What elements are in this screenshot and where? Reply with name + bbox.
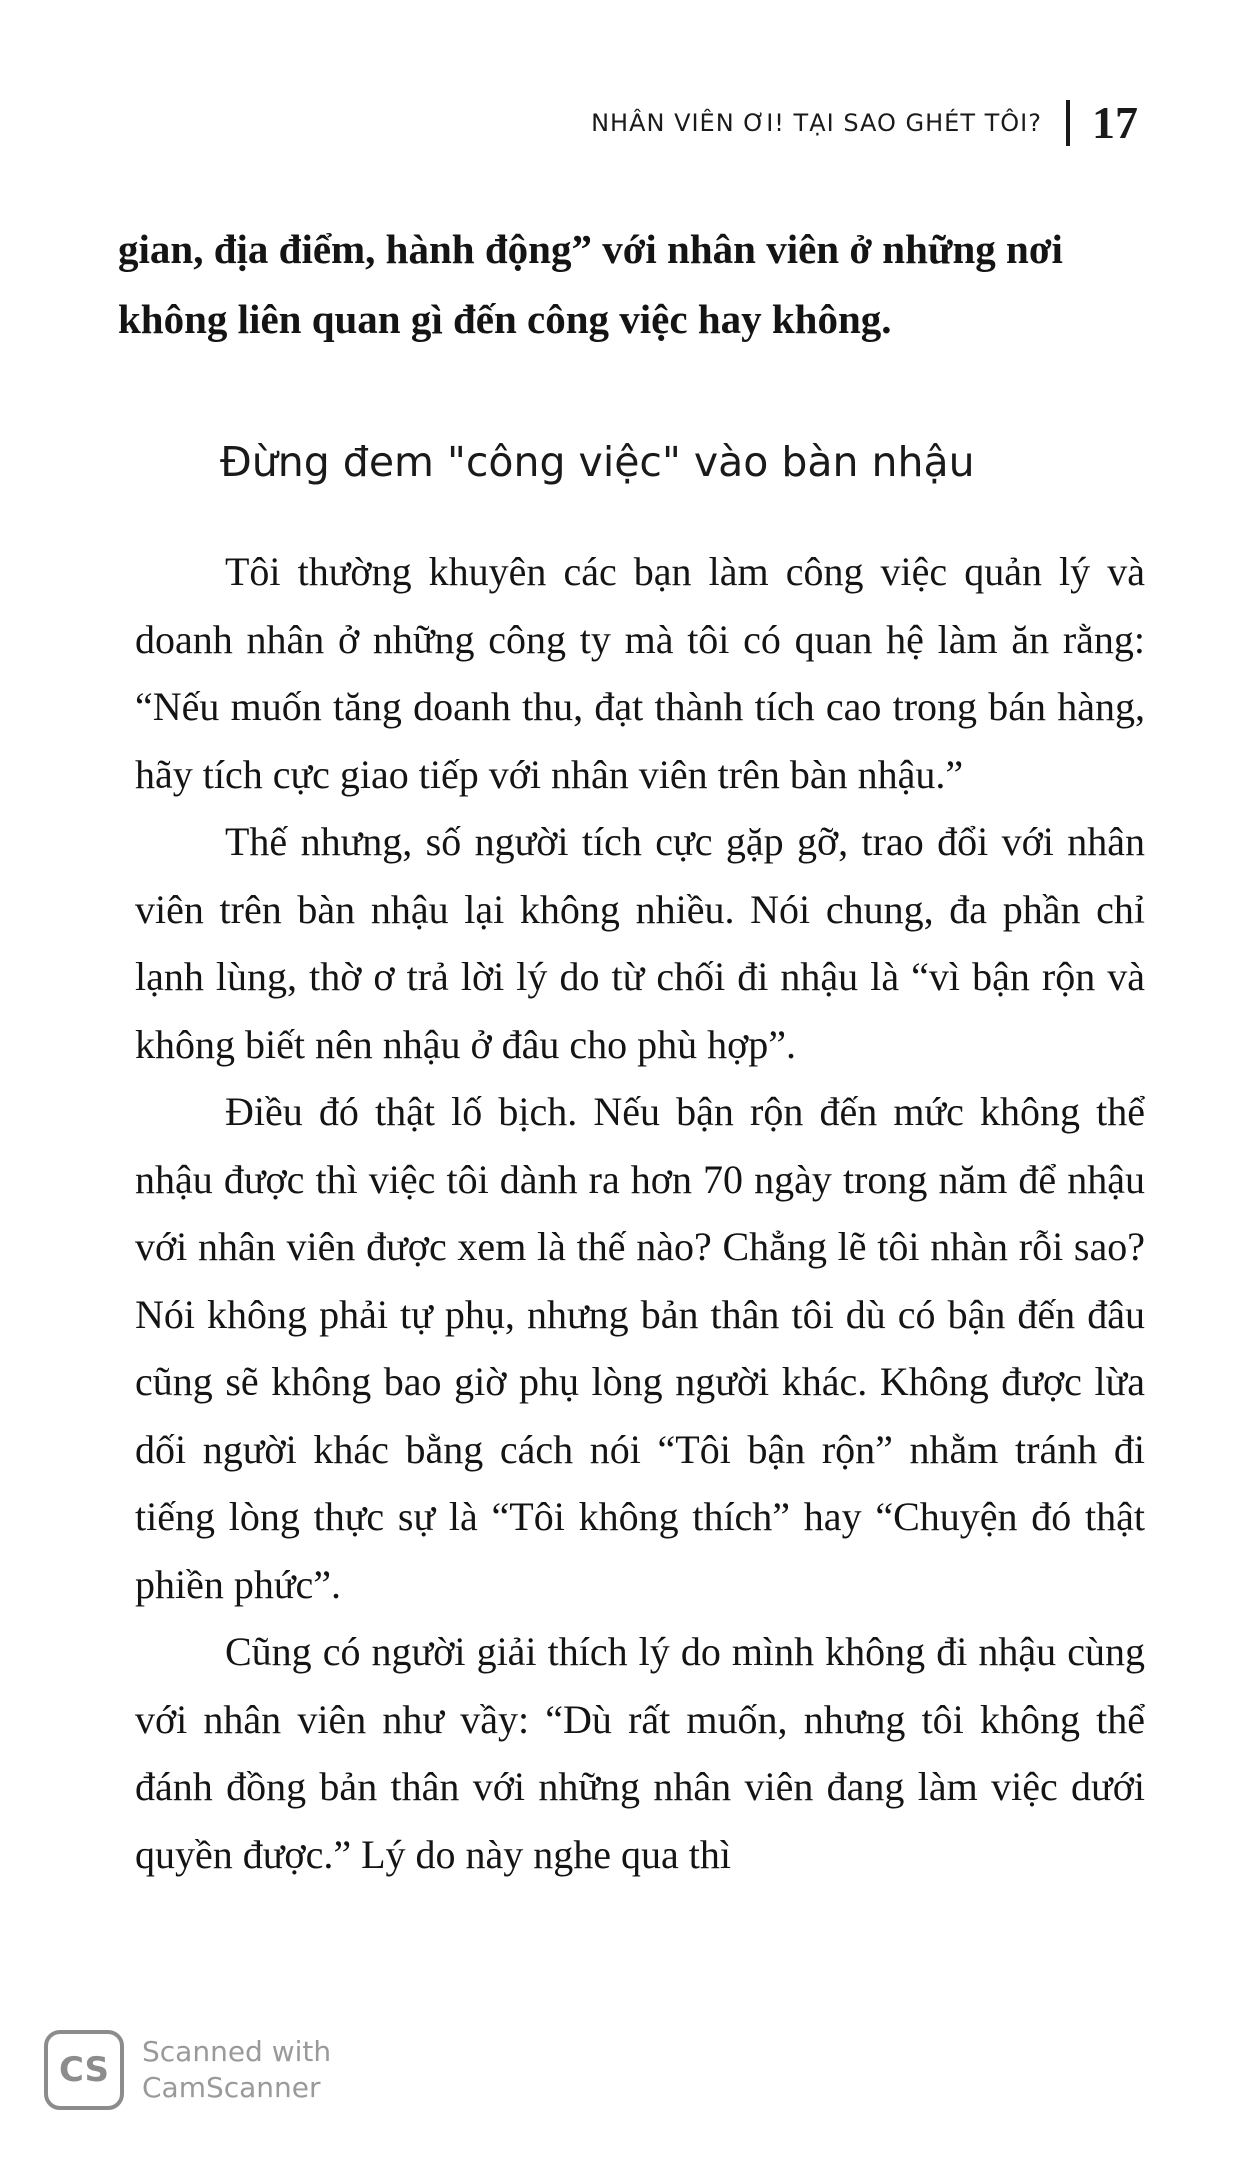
body-text	[135, 538, 1145, 1888]
scanner-watermark	[44, 2030, 331, 2110]
section-heading: Đừng đem "công việc" vào bàn nhậu	[220, 438, 975, 486]
watermark-line-1: Scanned with	[142, 2035, 332, 2068]
page-header	[591, 96, 1138, 149]
paragraph-4: Cũng có người giải thích lý do mình không đi nhậu cùng với nhân viên như vầy: “Dù rất muốn, nhưng tôi không thể đánh đồng bản thân với những nhân viên đang làm việc dưới quyền được.” Lý do này nghe qua thì	[135, 1629, 1145, 1877]
watermark-line-2: CamScanner	[142, 2071, 321, 2104]
header-divider	[1066, 100, 1070, 146]
paragraph-3: Điều đó thật lố bịch. Nếu bận rộn đến mức không thể nhậu được thì việc tôi dành ra hơn 70 ngày trong năm để nhậu với nhân viên được xem là thế nào? Chẳng lẽ tôi nhàn rỗi sao? Nói không phải tự phụ, nhưng bản thân tôi dù có bận đến đâu cũng sẽ không bao giờ phụ lòng người khác. Không được lừa dối người khác bằng cách nói “Tôi bận rộn” nhằm tránh đi tiếng lòng thực sự là “Tôi không thích” hay “Chuyện đó thật phiền phức”.	[135, 1089, 1145, 1607]
camscanner-logo-icon: CS	[44, 2030, 124, 2110]
lead-paragraph: gian, địa điểm, hành động” với nhân viên ở những nơi không liên quan gì đến công việc hay không.	[118, 226, 1063, 342]
page-number: 17	[1092, 97, 1138, 148]
running-title: NHÂN VIÊN ƠI! TẠI SAO GHÉT TÔI?	[591, 108, 1042, 137]
paragraph-2: Thế nhưng, số người tích cực gặp gỡ, trao đổi với nhân viên trên bàn nhậu lại không nhiều. Nói chung, đa phần chỉ lạnh lùng, thờ ơ trả lời lý do từ chối đi nhậu là “vì bận rộn và không biết nên nhậu ở đâu cho phù hợp”.	[135, 819, 1145, 1067]
watermark-text	[142, 2034, 331, 2106]
paragraph-1: Tôi thường khuyên các bạn làm công việc quản lý và doanh nhân ở những công ty mà tôi có quan hệ làm ăn rằng: “Nếu muốn tăng doanh thu, đạt thành tích cao trong bán hàng, hãy tích cực giao tiếp với nhân viên trên bàn nhậu.”	[135, 549, 1145, 797]
